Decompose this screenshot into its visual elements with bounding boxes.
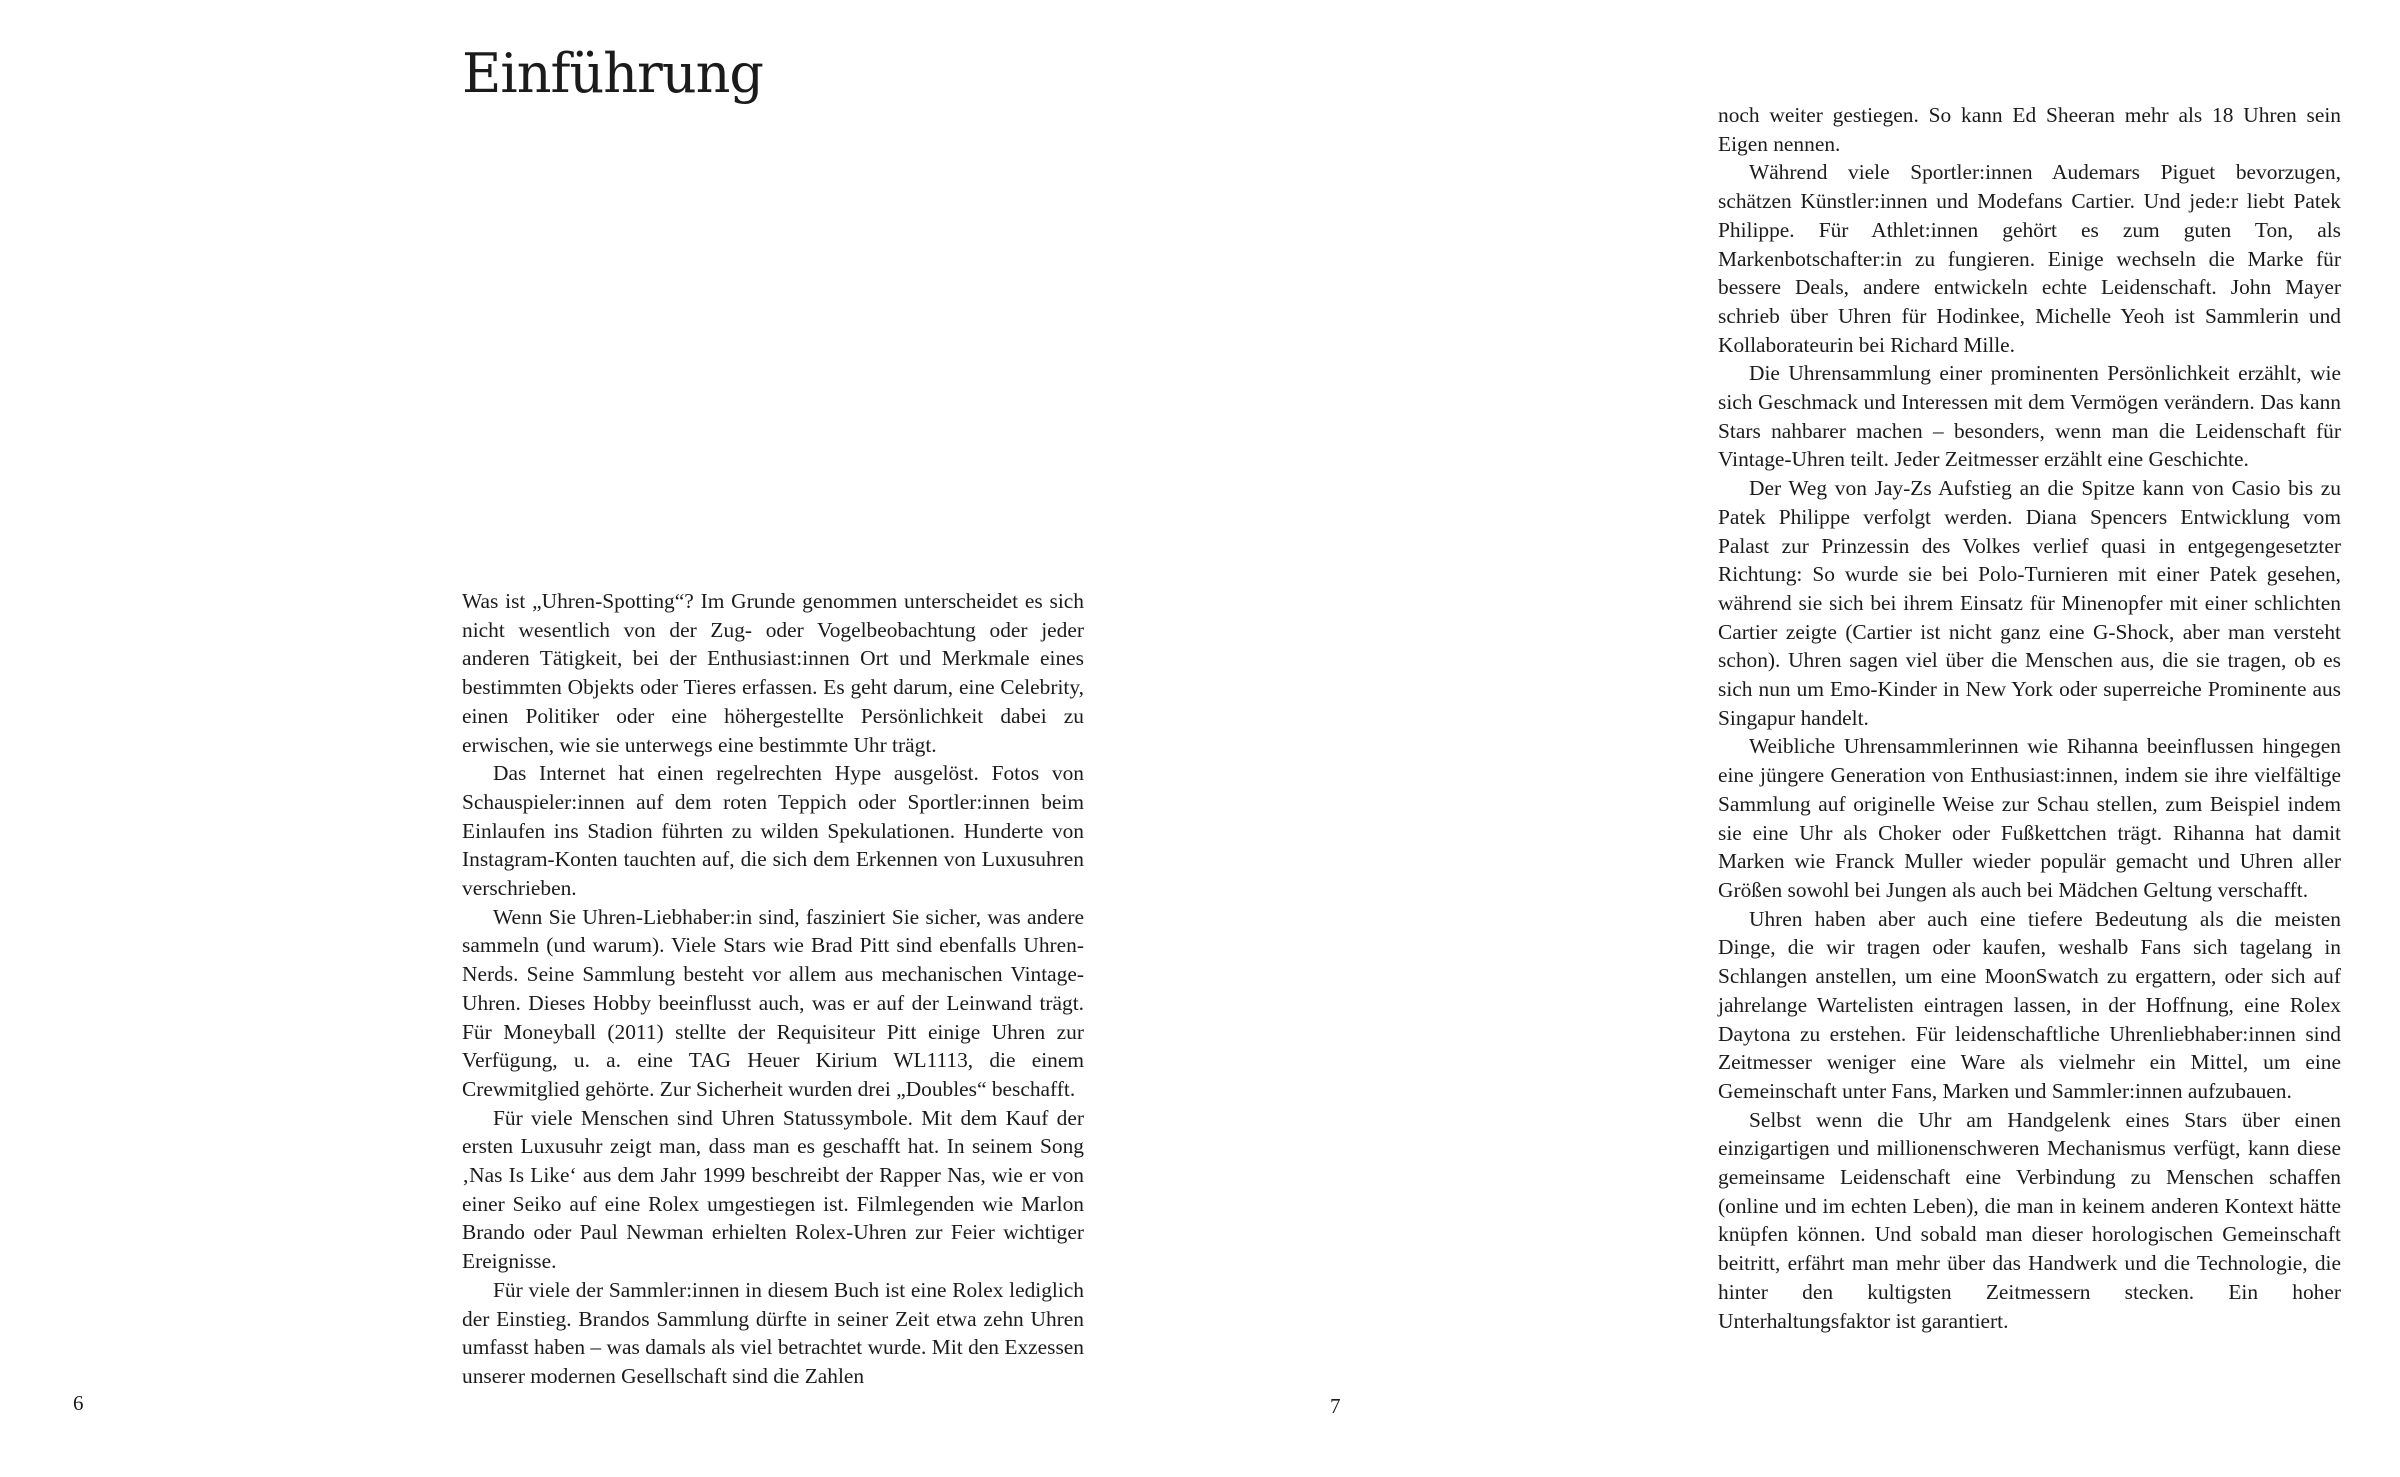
paragraph: Während viele Sportler:innen Audemars Piguet bevorzugen, schätzen Künstler:innen und Modefans Cartier. Und jede:r liebt Patek Philippe. Für Athlet:innen gehört es zum guten Ton, als Markenbotschafter:in zu fungieren. Einige wechseln die Marke für bessere Deals, andere entwickeln echte Leidenschaft. John Mayer schrieb über Uhren für Hodinkee, Michelle Yeoh ist Sammlerin und Kollaborateurin bei Richard Mille.: [1718, 160, 2341, 357]
page-number-right: 7: [1330, 1394, 1341, 1418]
chapter-title: Einführung: [462, 42, 763, 105]
paragraph: Für viele der Sammler:innen in diesem Buch ist eine Rolex lediglich der Einstieg. Brandos Sammlung dürfte in seiner Zeit etwa zehn Uhren umfasst haben – was damals als viel betrachtet wurde. Mit den Exzessen unserer modernen Gesellschaft sind die Zahlen: [462, 1277, 1084, 1388]
right-page: [1260, 0, 2400, 1477]
paragraph: Was ist „Uhren-Spotting“? Im Grunde genommen unterscheidet es sich nicht wesentlich von der Zug- oder Vogelbeobachtung oder jeder anderen Tätigkeit, bei der Enthusiast:innen Ort und Merkmale eines bestimmten Objekts oder Tieres erfassen. Es geht darum, eine Celebrity, einen Politiker oder eine höhergestellte Persönlichkeit dabei zu erwischen, wie sie unterwegs eine bestimmte Uhr trägt.: [462, 589, 1084, 757]
paragraph: Für viele Menschen sind Uhren Statussymbole. Mit dem Kauf der ersten Luxusuhr zeigt man, dass man es geschafft hat. In seinem Song ‚Nas Is Like‘ aus dem Jahr 1999 beschreibt der Rapper Nas, wie er von einer Seiko auf eine Rolex umgestiegen ist. Filmlegenden wie Marlon Brando oder Paul Newman erhielten Rolex-Uhren zur Feier wichtiger Ereignisse.: [462, 1105, 1084, 1274]
paragraph: noch weiter gestiegen. So kann Ed Sheeran mehr als 18 Uhren sein Eigen nennen.: [1718, 103, 2341, 156]
paragraph: Weibliche Uhrensammlerinnen wie Rihanna beeinflussen hingegen eine jüngere Generation von Enthusiast:innen, indem sie ihre vielfältige Sammlung auf originelle Weise zur Schau stellen, zum Beispiel indem sie eine Uhr als Choker oder Fußkettchen trägt. Rihanna hat damit Marken wie Franck Muller wieder populär gemacht und Uhren aller Größen sowohl bei Jungen als auch bei Mädchen Geltung verschafft.: [1718, 734, 2341, 902]
right-text-column: [1718, 101, 2341, 1335]
page-number-left: 6: [73, 1391, 84, 1415]
paragraph: Das Internet hat einen regelrechten Hype ausgelöst. Fotos von Schauspieler:innen auf dem roten Teppich oder Sportler:innen beim Einlaufen ins Stadion führten zu wilden Spekulationen. Hunderte von Instagram-Konten tauchten auf, die sich dem Erkennen von Luxusuhren verschrieben.: [462, 761, 1084, 901]
paragraph: Uhren haben aber auch eine tiefere Bedeutung als die meisten Dinge, die wir tragen oder kaufen, weshalb Fans sich tagelang in Schlangen anstellen, um eine MoonSwatch zu ergattern, oder sich auf jahrelange Wartelisten eintragen lassen, in der Hoffnung, eine Rolex Daytona zu erstehen. Für leidenschaftliche Uhrenliebhaber:innen sind Zeitmesser weniger eine Ware als vielmehr ein Mittel, um eine Gemeinschaft unter Fans, Marken und Sammler:innen aufzubauen.: [1718, 906, 2341, 1103]
paragraph: Wenn Sie Uhren-Liebhaber:in sind, fasziniert Sie sicher, was andere sammeln (und warum). Viele Stars wie Brad Pitt sind ebenfalls Uhren-Nerds. Seine Sammlung besteht vor allem aus mechanischen Vintage-Uhren. Dieses Hobby beeinflusst auch, was er auf der Leinwand trägt. Für Moneyball (2011) stellte der Requisiteur Pitt einige Uhren zur Verfügung, u. a. eine TAG Heuer Kirium WL1113, die einem Crewmitglied gehörte. Zur Sicherheit wurden drei „Doubles“ beschafft.: [462, 904, 1084, 1101]
paragraph: Die Uhrensammlung einer prominenten Persönlichkeit erzählt, wie sich Geschmack und Interessen mit dem Vermögen verändern. Das kann Stars nahbarer machen – besonders, wenn man die Leidenschaft für Vintage-Uhren teilt. Jeder Zeitmesser erzählt eine Geschichte.: [1718, 361, 2341, 472]
left-text-column: [462, 587, 1084, 1391]
paragraph: Selbst wenn die Uhr am Handgelenk eines Stars über einen einzigartigen und millionenschweren Mechanismus verfügt, kann diese gemeinsame Leidenschaft eine Verbindung zu Menschen schaffen (online und im echten Leben), die man in keinem anderen Kontext hätte knüpfen können. Und sobald man dieser horologischen Gemeinschaft beitritt, erfährt man mehr über das Handwerk und die Technologie, die hinter den kultigsten Zeitmessern stecken. Ein hoher Unterhaltungsfaktor ist garantiert.: [1718, 1107, 2341, 1333]
paragraph: Der Weg von Jay-Zs Aufstieg an die Spitze kann von Casio bis zu Patek Philippe verfolgt werden. Diana Spencers Entwicklung vom Palast zur Prinzessin des Volkes verlief quasi in entgegengesetzter Richtung: So wurde sie bei Polo-Turnieren mit einer Patek gesehen, während sie sich bei ihrem Einsatz für Minenopfer mit einer schlichten Cartier zeigte (Cartier ist nicht ganz eine G-Shock, aber man versteht schon). Uhren sagen viel über die Menschen aus, die sie tragen, ob es sich nun um Emo-Kinder in New York oder superreiche Prominente aus Singapur handelt.: [1718, 476, 2341, 730]
